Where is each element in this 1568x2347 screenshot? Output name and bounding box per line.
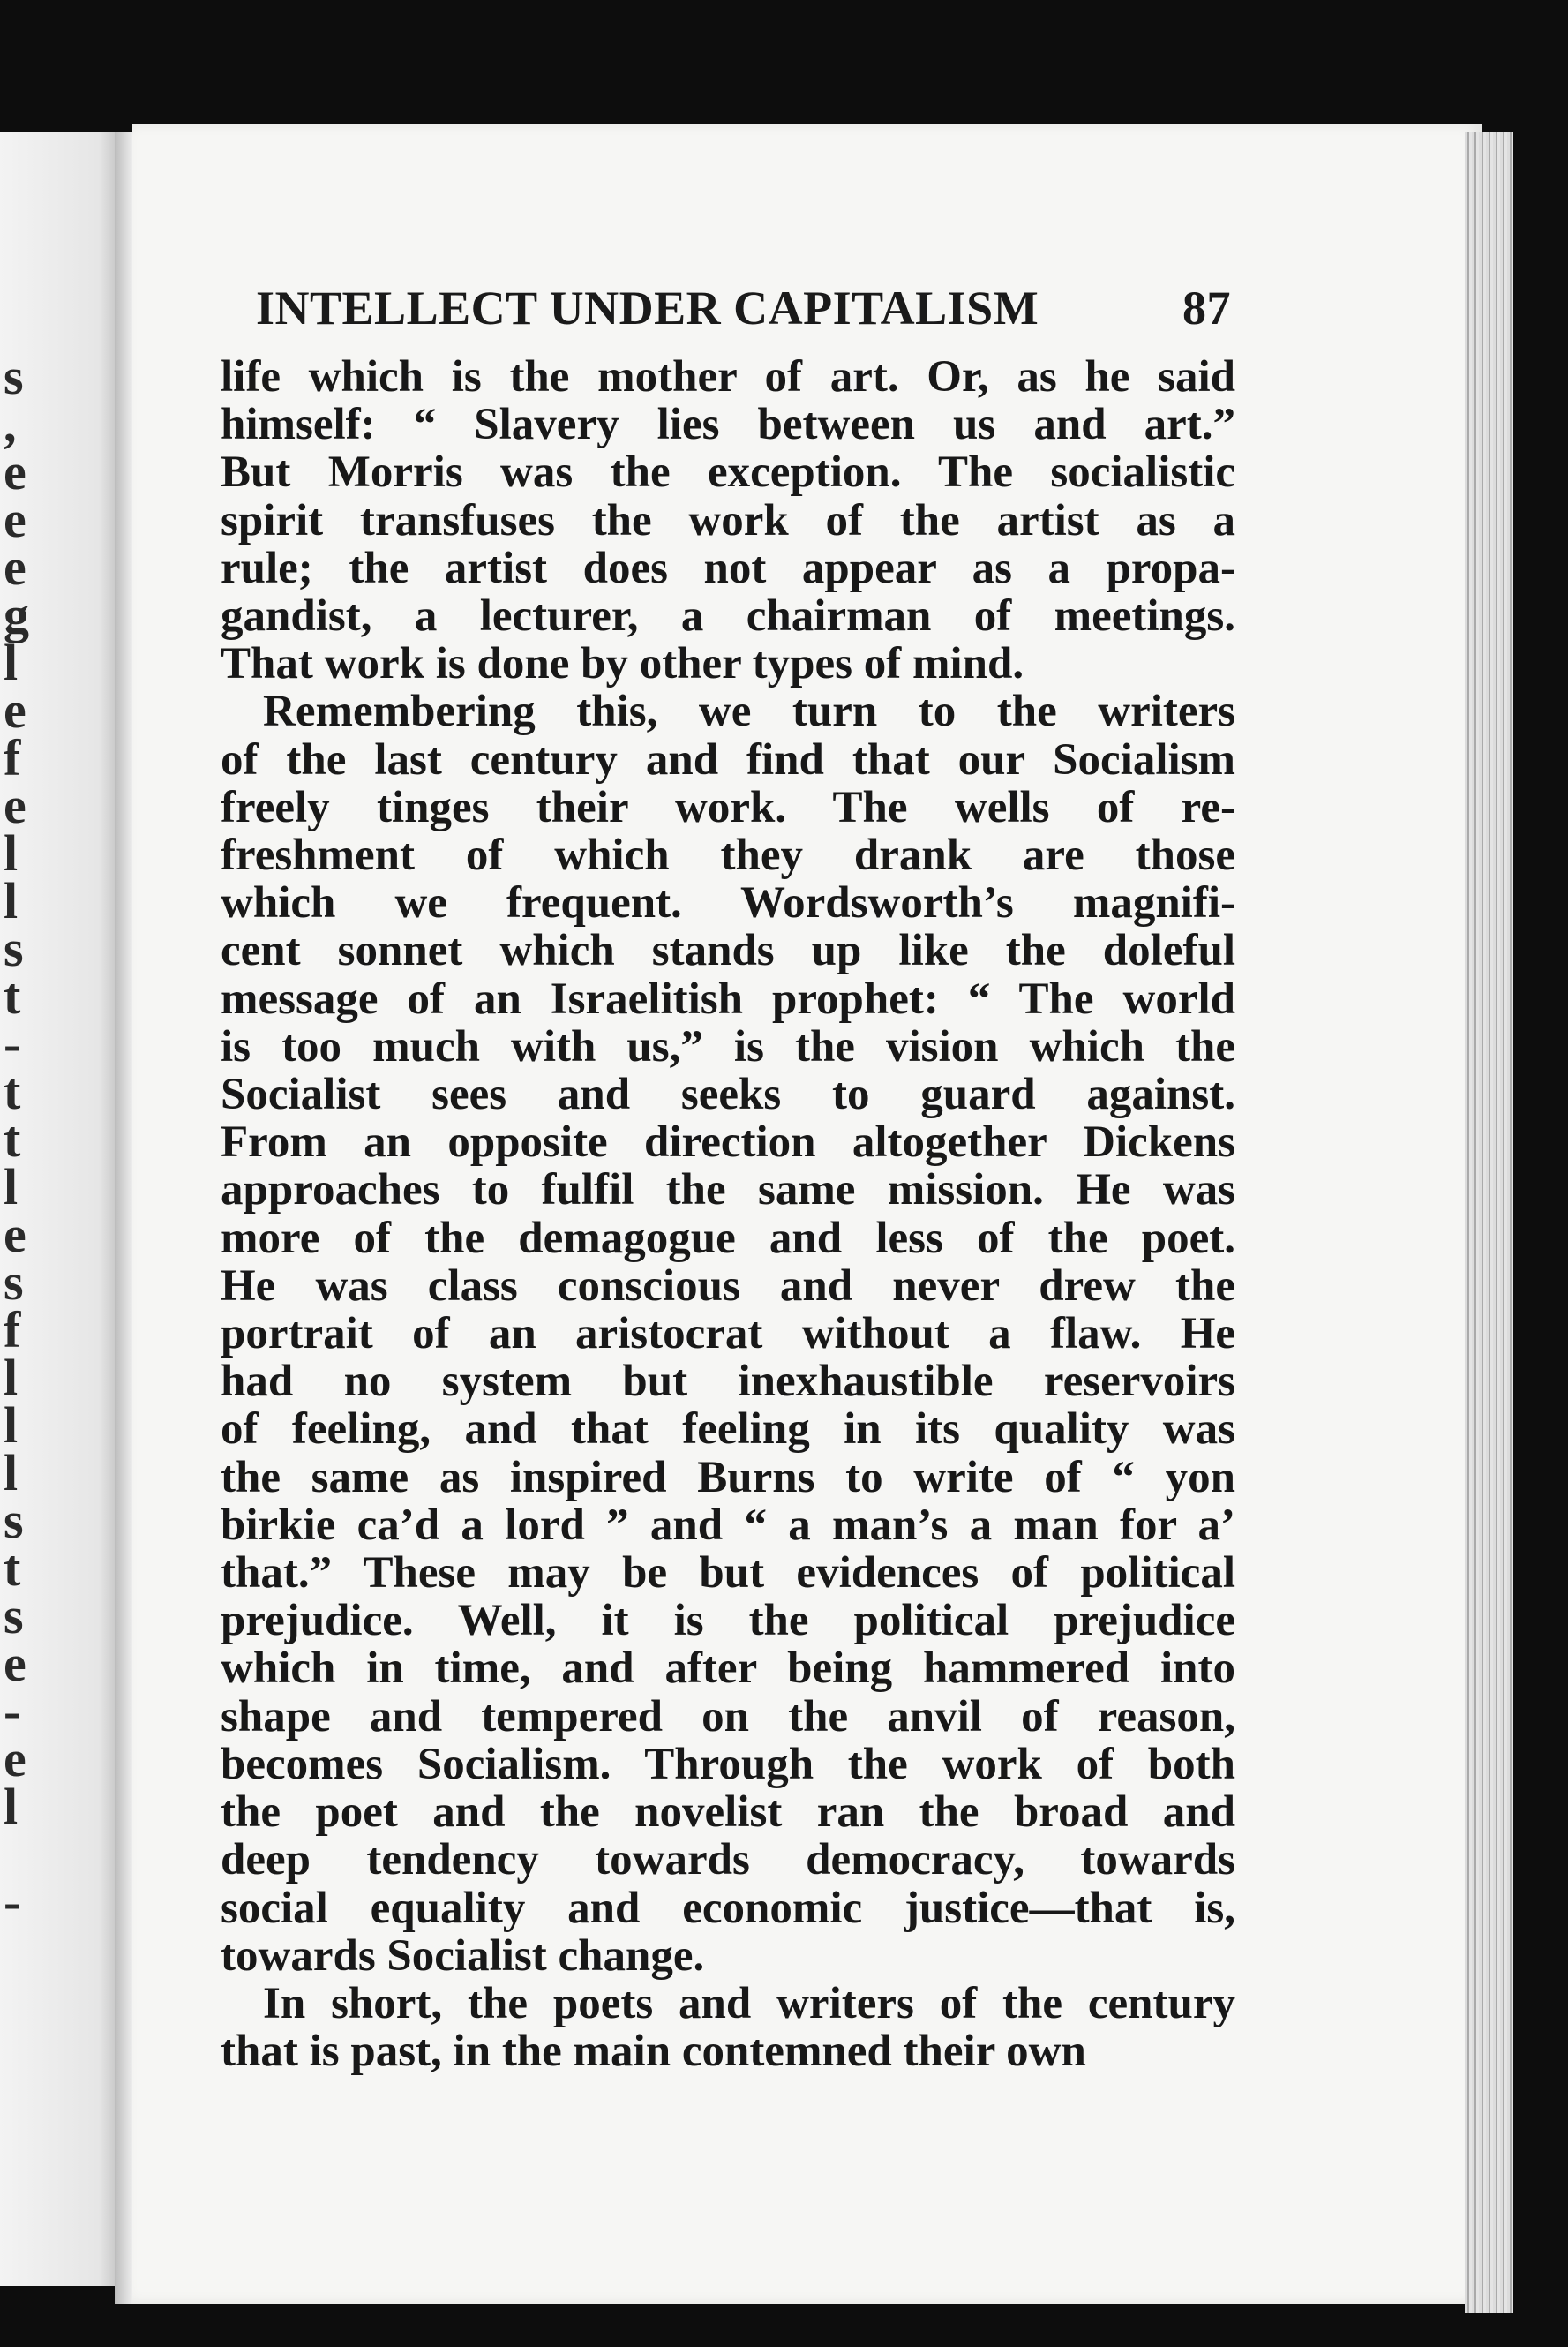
text-line: Remembering this, we turn to the writers — [263, 687, 1235, 737]
left-page-glyph: e — [4, 491, 26, 548]
left-page-glyph: g — [4, 586, 29, 643]
left-page-glyph: l — [4, 872, 19, 929]
text-line: that is past, in the main contemned their own — [221, 2027, 1086, 2077]
left-page-glyph: e — [4, 681, 26, 739]
running-title: INTELLECT UNDER CAPITALISM — [256, 282, 1039, 335]
left-page-glyph: s — [4, 348, 24, 405]
text-line: himself: “ Slavery lies between us and art.” — [221, 400, 1235, 450]
text-line: spirit transfuses the work of the artist as a — [221, 495, 1235, 545]
left-page-glyph: s — [4, 1587, 24, 1644]
left-page-glyph: l — [4, 1396, 19, 1454]
text-line: shape and tempered on the anvil of reason, — [221, 1691, 1235, 1741]
left-page-glyph: e — [4, 538, 26, 596]
text-line: deep tendency towards democracy, towards — [221, 1835, 1235, 1885]
left-page-glyph: , — [4, 395, 17, 453]
text-line: freshment of which they drank are those — [221, 831, 1235, 881]
text-line: of feeling, and that feeling in its quality was — [221, 1404, 1235, 1455]
text-line: But Morris was the exception. The socialistic — [221, 448, 1235, 498]
text-line: approaches to fulfil the same mission. He was — [221, 1165, 1235, 1215]
left-page-glyph: l — [4, 1158, 19, 1215]
left-page-glyph: e — [4, 1635, 26, 1692]
text-line: From an opposite direction altogether Dickens — [221, 1117, 1235, 1168]
text-line: cent sonnet which stands up like the doleful — [221, 926, 1235, 976]
text-line: Socialist sees and seeks to guard against. — [221, 1070, 1235, 1120]
text-line: rule; the artist does not appear as a propa- — [221, 543, 1235, 593]
left-page-glyph: s — [4, 1253, 24, 1311]
left-page-glyph: l — [4, 1778, 19, 1835]
text-line: is too much with us,” is the vision which the — [221, 1021, 1235, 1072]
left-page-glyph: s — [4, 1492, 24, 1549]
left-page-glyph: - — [4, 1873, 21, 1930]
left-page-glyph: f — [4, 1301, 21, 1358]
left-page-glyph: l — [4, 1349, 19, 1406]
left-page-glyph: l — [4, 634, 19, 691]
left-page-glyph: e — [4, 777, 26, 834]
text-line: more of the demagogue and less of the poet. — [221, 1213, 1235, 1263]
left-page-glyph: t — [4, 1063, 21, 1120]
body-text — [221, 353, 1235, 2075]
text-line: becomes Socialism. Through the work of both — [221, 1739, 1235, 1789]
text-line: prejudice. Well, it is the political prejudice — [221, 1596, 1235, 1646]
text-line: That work is done by other types of mind. — [221, 639, 1024, 689]
text-line: towards Socialist change. — [221, 1930, 705, 1981]
left-page-glyph: e — [4, 443, 26, 500]
text-line: freely tinges their work. The wells of re- — [221, 782, 1235, 832]
left-page-glyph: e — [4, 1206, 26, 1263]
text-line: the poet and the novelist ran the broad and — [221, 1787, 1235, 1838]
text-line: social equality and economic justice—that is, — [221, 1883, 1235, 1933]
left-page-glyph: t — [4, 967, 21, 1025]
page-stack-edge — [1465, 132, 1513, 2313]
left-page-edge — [0, 132, 124, 2286]
left-page-glyph: s — [4, 920, 24, 977]
text-line: birkie ca’d a lord ” and “ a man’s a man for a’ — [221, 1500, 1235, 1550]
paragraph — [221, 688, 1235, 1979]
text-line: of the last century and find that our Socialism — [221, 734, 1235, 785]
text-line: the same as inspired Burns to write of “ yon — [221, 1452, 1235, 1502]
left-page-glyph — [4, 1831, 39, 1878]
paragraph — [221, 353, 1235, 688]
left-page-glyph: - — [4, 1015, 21, 1072]
text-line: message of an Israelitish prophet: “ The world — [221, 974, 1235, 1024]
left-page-glyph: l — [4, 1444, 19, 1501]
text-line: had no system but inexhaustible reservoirs — [221, 1357, 1235, 1407]
paragraph — [221, 1980, 1235, 2075]
running-header — [256, 281, 1231, 335]
left-page-glyph: t — [4, 1539, 21, 1597]
text-line: which we frequent. Wordsworth’s magnifi- — [221, 878, 1235, 929]
text-line: life which is the mother of art. Or, as he said — [221, 352, 1235, 402]
text-line: He was class conscious and never drew the — [221, 1260, 1235, 1311]
text-line: that.” These may be but evidences of political — [221, 1548, 1235, 1599]
text-line: gandist, a lecturer, a chairman of meetings. — [221, 591, 1235, 642]
left-page-glyphs — [4, 348, 39, 1930]
text-line: In short, the poets and writers of the century — [263, 1978, 1235, 2028]
left-page-glyph: f — [4, 729, 21, 786]
page-number: 87 — [1182, 282, 1231, 335]
left-page-glyph: t — [4, 1110, 21, 1168]
left-page-glyph: - — [4, 1682, 21, 1740]
text-line: portrait of an aristocrat without a flaw. He — [221, 1309, 1235, 1359]
text-line: which in time, and after being hammered into — [221, 1644, 1235, 1694]
left-page-glyph: e — [4, 1730, 26, 1787]
left-page-glyph: l — [4, 824, 19, 882]
